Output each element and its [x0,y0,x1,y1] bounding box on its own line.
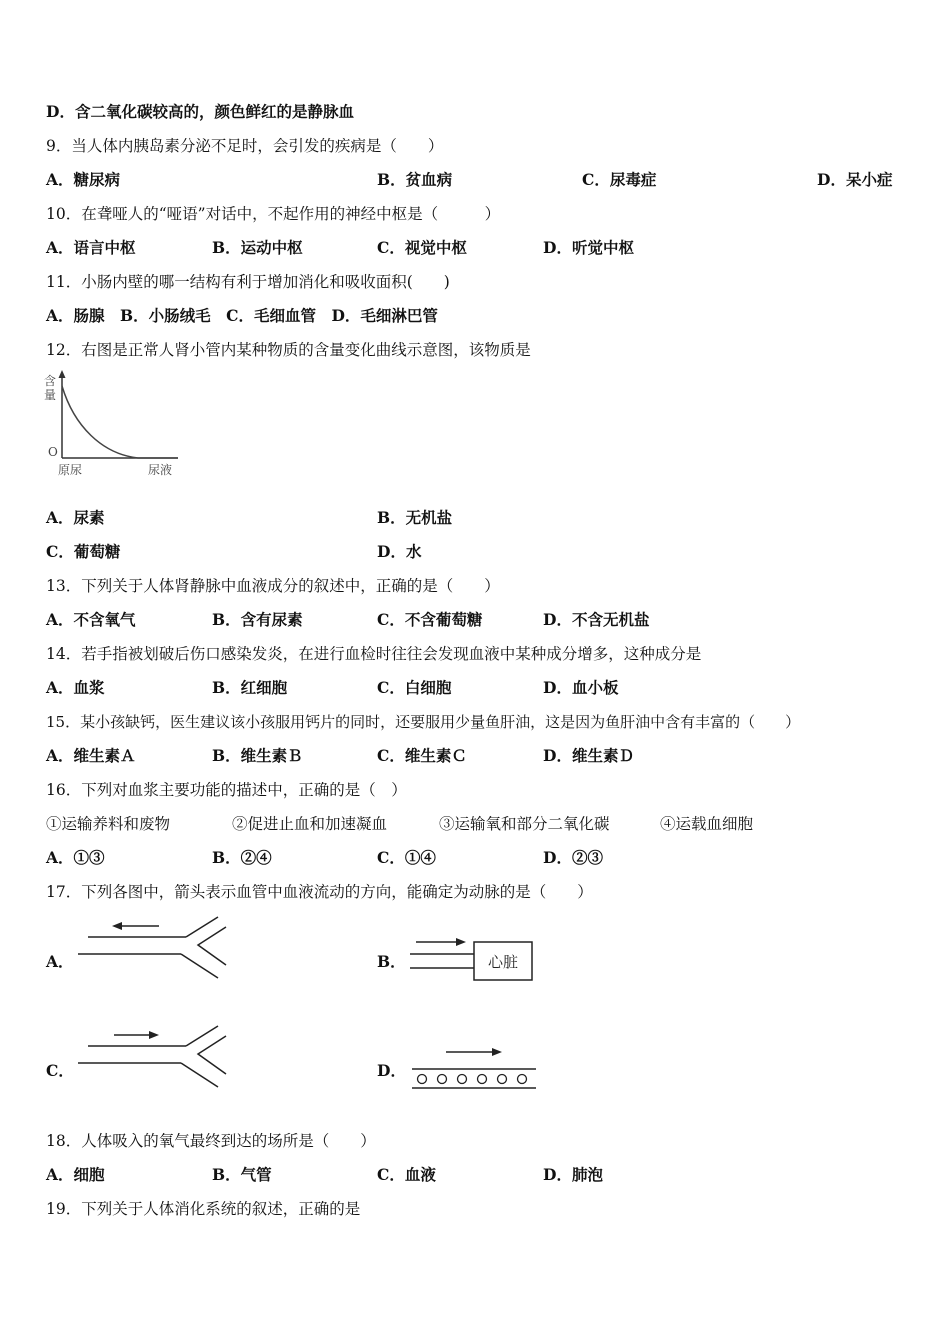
q16-item-2: ②促进止血和加速凝血 [232,815,388,833]
heart-label: 心脏 [487,953,519,971]
q17-diagram-c [76,1022,236,1092]
q10-option-a: A．语言中枢 [46,238,136,257]
q9-option-a: A．糖尿病 [46,170,121,189]
q13-stem: 13．下列关于人体肾静脉中血液成分的叙述中，正确的是（ ） [46,577,500,595]
q10-option-b: B．运动中枢 [212,238,303,257]
right-arrow-icon [492,1048,502,1056]
q16-option-b: B．②④ [212,848,272,867]
right-arrow-icon [149,1031,159,1039]
q14-option-a: A．血浆 [46,678,105,697]
q18-stem: 18．人体吸入的氧气最终到达的场所是（ ） [46,1132,376,1150]
q19-stem: 19．下列关于人体消化系统的叙述，正确的是 [46,1200,361,1218]
q16-option-a: A．①③ [46,848,105,867]
q17-label-a: A． [46,952,74,971]
q18-option-c: C．血液 [377,1165,436,1184]
q11-options: A．肠腺 B．小肠绒毛 C．毛细血管 D．毛细淋巴管 [46,306,438,325]
q17-diagram-a [76,912,236,982]
q15-option-d: D．维生素Ｄ [543,746,634,765]
q15-option-a: A．维生素Ａ [46,746,136,765]
x-start-label: 原尿 [58,463,83,477]
ylabel-2: 量 [44,388,57,402]
q14-stem: 14．若手指被划破后伤口感染发炎，在进行血检时往往会发现血液中某种成分增多，这种成分是 [46,645,702,663]
q10-option-c: C．视觉中枢 [377,238,467,257]
q17-stem: 17．下列各图中，箭头表示血管中血液流动的方向，能确定为动脉的是（ ） [46,883,593,901]
q12-option-d: D．水 [377,542,422,561]
q13-option-a: A．不含氧气 [46,610,136,629]
q16-item-1: ①运输养料和废物 [46,815,171,833]
x-end-label: 尿液 [148,463,173,477]
q9-option-c: C．尿毒症 [582,170,657,189]
q9-stem: 9．当人体内胰岛素分泌不足时，会引发的疾病是（ ） [46,137,444,155]
q16-option-d: D．②③ [543,848,603,867]
q17-diagram-d [408,1042,543,1092]
q9-option-d: D．呆小症 [817,170,893,189]
q14-option-b: B．红细胞 [212,678,288,697]
q12-curve-graph [40,368,190,483]
q14-option-d: D．血小板 [543,678,619,697]
origin-label: O [48,445,58,459]
q8-option-d: D．含二氧化碳较高的，颜色鲜红的是静脉血 [46,102,354,121]
q16-item-3: ③运输氧和部分二氧化碳 [439,815,610,833]
q13-option-d: D．不含无机盐 [543,610,650,629]
q12-option-a: A．尿素 [46,508,105,527]
q18-option-b: B．气管 [212,1165,272,1184]
q17-label-d: D． [377,1061,406,1080]
q16-item-4: ④运载血细胞 [660,815,754,833]
q9-option-b: B．贫血病 [377,170,453,189]
q15-stem: 15．某小孩缺钙，医生建议该小孩服用钙片的同时，还要服用少量鱼肝油，这是因为鱼肝油中含有丰富的（ ） [46,713,801,731]
q13-option-c: C．不含葡萄糖 [377,610,483,629]
q12-option-c: C．葡萄糖 [46,542,121,561]
y-axis-arrow-icon [59,370,66,378]
q10-stem: 10．在聋哑人的“哑语”对话中，不起作用的神经中枢是（ ） [46,205,501,223]
q18-option-d: D．肺泡 [543,1165,603,1184]
content-curve [62,386,178,458]
q18-option-a: A．细胞 [46,1165,105,1184]
q14-option-c: C．白细胞 [377,678,452,697]
q15-option-b: B．维生素Ｂ [212,746,303,765]
q17-diagram-b [408,932,538,984]
q15-option-c: C．维生素Ｃ [377,746,467,765]
q16-stem: 16．下列对血浆主要功能的描述中，正确的是（ ） [46,781,407,799]
q12-option-b: B．无机盐 [377,508,453,527]
q13-option-b: B．含有尿素 [212,610,303,629]
right-arrow-icon [456,938,466,946]
q17-label-b: B． [377,952,406,971]
left-arrow-icon [112,922,122,930]
q10-option-d: D．听觉中枢 [543,238,634,257]
q11-stem: 11．小肠内壁的哪一结构有利于增加消化和吸收面积( ) [46,273,450,291]
q16-option-c: C．①④ [377,848,436,867]
q17-label-c: C． [46,1061,74,1080]
ylabel-1: 含 [44,374,57,388]
q12-stem: 12．右图是正常人肾小管内某种物质的含量变化曲线示意图，该物质是 [46,341,531,359]
